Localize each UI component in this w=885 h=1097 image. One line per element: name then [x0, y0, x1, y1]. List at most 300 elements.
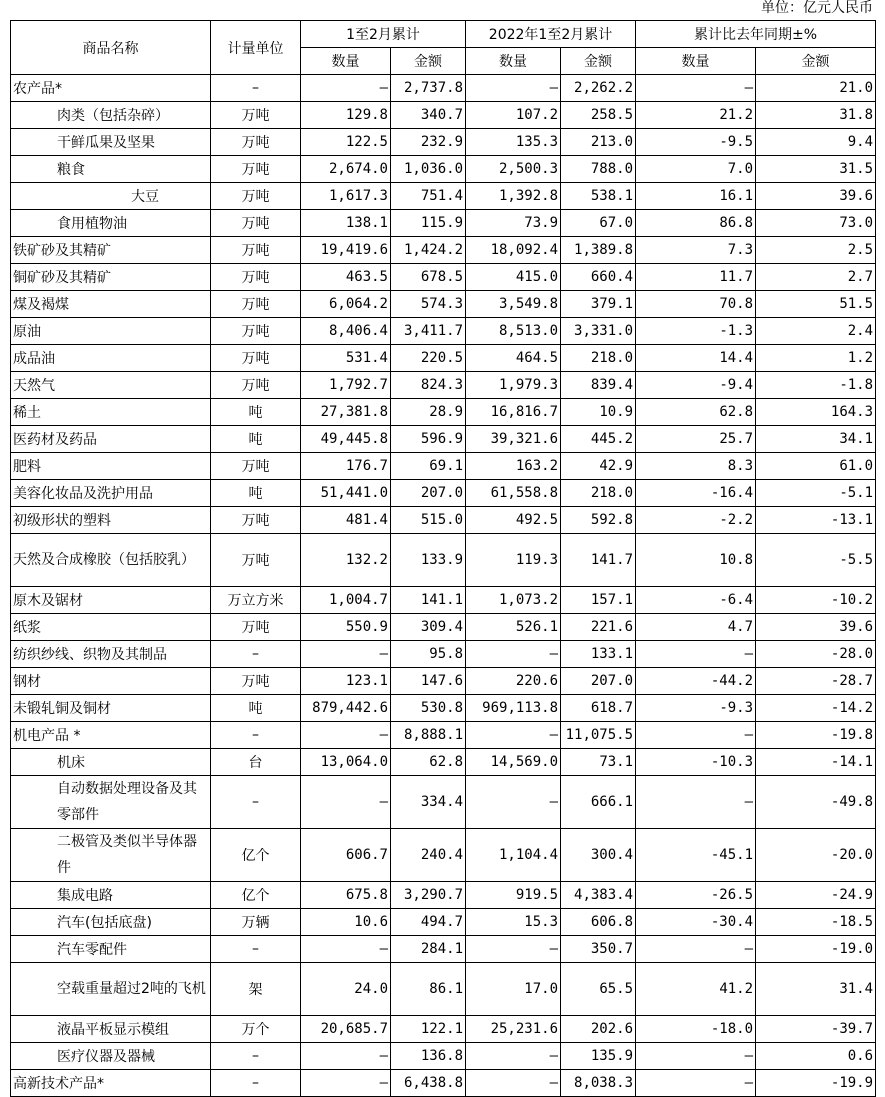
unit-cell: 万吨 [211, 264, 301, 291]
amount-current-cell: 596.9 [391, 426, 466, 453]
qty-current-cell: – [301, 936, 391, 963]
qty-current-cell: 49,445.8 [301, 426, 391, 453]
product-name-cell: 机电产品 * [11, 722, 211, 749]
unit-cell: – [211, 1070, 301, 1097]
table-row [11, 183, 876, 210]
amount-current-cell: 6,438.8 [391, 1070, 466, 1097]
product-name-cell: 原油 [11, 318, 211, 345]
amount-change-cell: 51.5 [756, 291, 876, 318]
unit-cell: 吨 [211, 695, 301, 722]
amount-current-cell: 515.0 [391, 507, 466, 534]
header-row-1 [11, 21, 876, 48]
qty-prior-cell: 107.2 [466, 102, 561, 129]
qty-prior-cell: 526.1 [466, 614, 561, 641]
qty-change-cell: 8.3 [636, 453, 756, 480]
amount-change-cell: 164.3 [756, 399, 876, 426]
qty-prior-cell: 39,321.6 [466, 426, 561, 453]
qty-current-cell: – [301, 1070, 391, 1097]
qty-change-cell: 16.1 [636, 183, 756, 210]
table-row [11, 75, 876, 102]
table-row [11, 1070, 876, 1097]
amount-prior-cell: 666.1 [561, 776, 636, 829]
table-row [11, 695, 876, 722]
unit-cell: 万吨 [211, 210, 301, 237]
qty-current-cell: 550.9 [301, 614, 391, 641]
amount-current-cell: 240.4 [391, 829, 466, 882]
amount-current-cell: 62.8 [391, 749, 466, 776]
unit-cell: 万吨 [211, 237, 301, 264]
product-name-cell: 肉类（包括杂碎） [11, 102, 211, 129]
qty-change-cell: -16.4 [636, 480, 756, 507]
qty-prior-cell: – [466, 722, 561, 749]
amount-prior-cell: 8,038.3 [561, 1070, 636, 1097]
amount-current-cell: 147.6 [391, 668, 466, 695]
amount-change-cell: 2.7 [756, 264, 876, 291]
product-name-cell: 二极管及类似半导体器件 [11, 829, 211, 882]
amount-change-cell: 2.4 [756, 318, 876, 345]
qty-change-cell: 11.7 [636, 264, 756, 291]
qty-change-cell: 21.2 [636, 102, 756, 129]
qty-prior-cell: 1,073.2 [466, 587, 561, 614]
amount-change-cell: -20.0 [756, 829, 876, 882]
product-name-cell: 稀土 [11, 399, 211, 426]
header-prior-period: 2022年1至2月累计 [466, 21, 636, 48]
qty-current-cell: 6,064.2 [301, 291, 391, 318]
table-row [11, 749, 876, 776]
product-name-cell: 集成电路 [11, 882, 211, 909]
amount-current-cell: 824.3 [391, 372, 466, 399]
amount-prior-cell: 213.0 [561, 129, 636, 156]
table-row [11, 963, 876, 1016]
qty-change-cell: -30.4 [636, 909, 756, 936]
amount-current-cell: 2,737.8 [391, 75, 466, 102]
qty-change-cell: -9.3 [636, 695, 756, 722]
table-row [11, 1043, 876, 1070]
unit-cell: – [211, 1043, 301, 1070]
unit-cell: 万吨 [211, 345, 301, 372]
amount-current-cell: 334.4 [391, 776, 466, 829]
product-name-cell: 医药材及药品 [11, 426, 211, 453]
amount-current-cell: 69.1 [391, 453, 466, 480]
table-row [11, 210, 876, 237]
table-row [11, 507, 876, 534]
qty-current-cell: 1,792.7 [301, 372, 391, 399]
amount-current-cell: 3,290.7 [391, 882, 466, 909]
amount-current-cell: 28.9 [391, 399, 466, 426]
qty-prior-cell: – [466, 776, 561, 829]
table-row [11, 291, 876, 318]
qty-current-cell: – [301, 641, 391, 668]
qty-current-cell: 129.8 [301, 102, 391, 129]
qty-current-cell: 1,004.7 [301, 587, 391, 614]
product-name-cell: 自动数据处理设备及其零部件 [11, 776, 211, 829]
amount-current-cell: 207.0 [391, 480, 466, 507]
amount-prior-cell: 379.1 [561, 291, 636, 318]
header-qty: 数量 [636, 48, 756, 75]
amount-change-cell: -14.2 [756, 695, 876, 722]
product-name-cell: 机床 [11, 749, 211, 776]
amount-prior-cell: 445.2 [561, 426, 636, 453]
qty-prior-cell: 1,979.3 [466, 372, 561, 399]
amount-change-cell: -39.7 [756, 1016, 876, 1043]
table-row [11, 722, 876, 749]
qty-change-cell: -18.0 [636, 1016, 756, 1043]
product-name-cell: 原木及锯材 [11, 587, 211, 614]
unit-note: 单位：亿元人民币 [761, 0, 873, 16]
unit-cell: – [211, 641, 301, 668]
amount-prior-cell: 4,383.4 [561, 882, 636, 909]
unit-cell: – [211, 776, 301, 829]
amount-prior-cell: 221.6 [561, 614, 636, 641]
amount-prior-cell: 3,331.0 [561, 318, 636, 345]
unit-cell: 万吨 [211, 318, 301, 345]
qty-current-cell: 176.7 [301, 453, 391, 480]
qty-prior-cell: – [466, 936, 561, 963]
unit-cell: 吨 [211, 399, 301, 426]
table-row [11, 345, 876, 372]
table-row [11, 1016, 876, 1043]
qty-current-cell: 606.7 [301, 829, 391, 882]
qty-prior-cell: 18,092.4 [466, 237, 561, 264]
amount-prior-cell: 73.1 [561, 749, 636, 776]
amount-change-cell: -28.0 [756, 641, 876, 668]
amount-change-cell: 34.1 [756, 426, 876, 453]
amount-prior-cell: 133.1 [561, 641, 636, 668]
amount-change-cell: -10.2 [756, 587, 876, 614]
unit-cell: 亿个 [211, 882, 301, 909]
product-name-cell: 铜矿砂及其精矿 [11, 264, 211, 291]
amount-change-cell: -14.1 [756, 749, 876, 776]
amount-prior-cell: 592.8 [561, 507, 636, 534]
qty-prior-cell: – [466, 75, 561, 102]
qty-current-cell: 2,674.0 [301, 156, 391, 183]
table-row [11, 882, 876, 909]
unit-cell: – [211, 722, 301, 749]
amount-prior-cell: 65.5 [561, 963, 636, 1016]
unit-cell: 万吨 [211, 102, 301, 129]
product-name-cell: 食用植物油 [11, 210, 211, 237]
qty-change-cell: 10.8 [636, 534, 756, 587]
qty-change-cell: 41.2 [636, 963, 756, 1016]
unit-cell: 吨 [211, 426, 301, 453]
amount-prior-cell: 11,075.5 [561, 722, 636, 749]
product-name-cell: 钢材 [11, 668, 211, 695]
product-name-cell: 大豆 [11, 183, 211, 210]
header-unit: 计量单位 [211, 21, 301, 75]
amount-current-cell: 3,411.7 [391, 318, 466, 345]
amount-prior-cell: 538.1 [561, 183, 636, 210]
amount-prior-cell: 1,389.8 [561, 237, 636, 264]
header-amount: 金额 [756, 48, 876, 75]
qty-prior-cell: 415.0 [466, 264, 561, 291]
table-row [11, 534, 876, 587]
qty-change-cell: -6.4 [636, 587, 756, 614]
header-current-period: 1至2月累计 [301, 21, 466, 48]
qty-change-cell: – [636, 641, 756, 668]
amount-prior-cell: 10.9 [561, 399, 636, 426]
qty-prior-cell: 61,558.8 [466, 480, 561, 507]
qty-prior-cell: 969,113.8 [466, 695, 561, 722]
qty-change-cell: – [636, 1043, 756, 1070]
qty-prior-cell: 220.6 [466, 668, 561, 695]
table-row [11, 587, 876, 614]
amount-change-cell: -19.0 [756, 936, 876, 963]
amount-change-cell: -49.8 [756, 776, 876, 829]
qty-change-cell: 70.8 [636, 291, 756, 318]
amount-prior-cell: 618.7 [561, 695, 636, 722]
qty-prior-cell: 1,104.4 [466, 829, 561, 882]
unit-cell: – [211, 75, 301, 102]
product-name-cell: 汽车零配件 [11, 936, 211, 963]
amount-change-cell: -28.7 [756, 668, 876, 695]
amount-prior-cell: 258.5 [561, 102, 636, 129]
product-name-cell: 天然及合成橡胶（包括胶乳） [11, 534, 211, 587]
unit-cell: 万吨 [211, 668, 301, 695]
qty-change-cell: – [636, 1070, 756, 1097]
qty-current-cell: 8,406.4 [301, 318, 391, 345]
unit-cell: 架 [211, 963, 301, 1016]
amount-change-cell: -19.8 [756, 722, 876, 749]
amount-change-cell: 73.0 [756, 210, 876, 237]
table-row [11, 641, 876, 668]
amount-prior-cell: 218.0 [561, 345, 636, 372]
header-amount: 金额 [391, 48, 466, 75]
table-row [11, 318, 876, 345]
amount-current-cell: 122.1 [391, 1016, 466, 1043]
header-yoy-change: 累计比去年同期±% [636, 21, 876, 48]
qty-prior-cell: 135.3 [466, 129, 561, 156]
qty-prior-cell: 14,569.0 [466, 749, 561, 776]
amount-current-cell: 133.9 [391, 534, 466, 587]
qty-prior-cell: 15.3 [466, 909, 561, 936]
table-row [11, 426, 876, 453]
amount-change-cell: -5.1 [756, 480, 876, 507]
amount-current-cell: 141.1 [391, 587, 466, 614]
product-name-cell: 高新技术产品* [11, 1070, 211, 1097]
unit-cell: 万个 [211, 1016, 301, 1043]
qty-current-cell: 1,617.3 [301, 183, 391, 210]
qty-prior-cell: 919.5 [466, 882, 561, 909]
unit-cell: – [211, 936, 301, 963]
amount-prior-cell: 157.1 [561, 587, 636, 614]
product-name-cell: 肥料 [11, 453, 211, 480]
amount-change-cell: 61.0 [756, 453, 876, 480]
amount-current-cell: 494.7 [391, 909, 466, 936]
table-row [11, 453, 876, 480]
qty-change-cell: 86.8 [636, 210, 756, 237]
qty-change-cell: 7.3 [636, 237, 756, 264]
qty-current-cell: 19,419.6 [301, 237, 391, 264]
qty-change-cell: -9.5 [636, 129, 756, 156]
qty-prior-cell: – [466, 641, 561, 668]
unit-cell: 万吨 [211, 156, 301, 183]
qty-current-cell: 20,685.7 [301, 1016, 391, 1043]
qty-change-cell: 4.7 [636, 614, 756, 641]
amount-current-cell: 751.4 [391, 183, 466, 210]
product-name-cell: 粮食 [11, 156, 211, 183]
qty-prior-cell: 17.0 [466, 963, 561, 1016]
amount-current-cell: 115.9 [391, 210, 466, 237]
amount-change-cell: 39.6 [756, 614, 876, 641]
table-row [11, 372, 876, 399]
product-name-cell: 美容化妆品及洗护用品 [11, 480, 211, 507]
qty-change-cell: – [636, 722, 756, 749]
amount-change-cell: -1.8 [756, 372, 876, 399]
qty-current-cell: 531.4 [301, 345, 391, 372]
qty-prior-cell: – [466, 1070, 561, 1097]
unit-cell: 万吨 [211, 534, 301, 587]
qty-prior-cell: 73.9 [466, 210, 561, 237]
product-name-cell: 农产品* [11, 75, 211, 102]
amount-prior-cell: 788.0 [561, 156, 636, 183]
qty-current-cell: 123.1 [301, 668, 391, 695]
amount-change-cell: 31.5 [756, 156, 876, 183]
qty-current-cell: 122.5 [301, 129, 391, 156]
table-row [11, 668, 876, 695]
qty-current-cell: 481.4 [301, 507, 391, 534]
amount-current-cell: 309.4 [391, 614, 466, 641]
amount-current-cell: 8,888.1 [391, 722, 466, 749]
product-name-cell: 汽车(包括底盘) [11, 909, 211, 936]
qty-current-cell: 27,381.8 [301, 399, 391, 426]
qty-current-cell: 675.8 [301, 882, 391, 909]
qty-change-cell: – [636, 75, 756, 102]
table-row [11, 129, 876, 156]
amount-change-cell: 2.5 [756, 237, 876, 264]
unit-cell: 吨 [211, 480, 301, 507]
product-name-cell: 纺织纱线、织物及其制品 [11, 641, 211, 668]
amount-change-cell: 39.6 [756, 183, 876, 210]
qty-current-cell: 879,442.6 [301, 695, 391, 722]
qty-change-cell: -45.1 [636, 829, 756, 882]
qty-prior-cell: 492.5 [466, 507, 561, 534]
qty-current-cell: – [301, 776, 391, 829]
table-row [11, 936, 876, 963]
unit-cell: 万辆 [211, 909, 301, 936]
amount-prior-cell: 202.6 [561, 1016, 636, 1043]
qty-change-cell: -9.4 [636, 372, 756, 399]
product-name-cell: 未锻轧铜及铜材 [11, 695, 211, 722]
amount-change-cell: 21.0 [756, 75, 876, 102]
amount-current-cell: 284.1 [391, 936, 466, 963]
qty-change-cell: -2.2 [636, 507, 756, 534]
header-amount: 金额 [561, 48, 636, 75]
table-row [11, 909, 876, 936]
qty-current-cell: 463.5 [301, 264, 391, 291]
qty-prior-cell: 464.5 [466, 345, 561, 372]
amount-change-cell: 31.4 [756, 963, 876, 1016]
unit-cell: 万立方米 [211, 587, 301, 614]
unit-cell: 万吨 [211, 614, 301, 641]
qty-change-cell: 7.0 [636, 156, 756, 183]
table-row [11, 480, 876, 507]
qty-current-cell: 132.2 [301, 534, 391, 587]
product-name-cell: 成品油 [11, 345, 211, 372]
unit-cell: 万吨 [211, 372, 301, 399]
amount-current-cell: 1,424.2 [391, 237, 466, 264]
amount-current-cell: 86.1 [391, 963, 466, 1016]
qty-current-cell: – [301, 1043, 391, 1070]
qty-prior-cell: 8,513.0 [466, 318, 561, 345]
amount-prior-cell: 218.0 [561, 480, 636, 507]
amount-current-cell: 340.7 [391, 102, 466, 129]
qty-current-cell: 24.0 [301, 963, 391, 1016]
amount-change-cell: 9.4 [756, 129, 876, 156]
qty-prior-cell: 163.2 [466, 453, 561, 480]
amount-current-cell: 678.5 [391, 264, 466, 291]
amount-change-cell: 0.6 [756, 1043, 876, 1070]
amount-prior-cell: 42.9 [561, 453, 636, 480]
amount-prior-cell: 660.4 [561, 264, 636, 291]
amount-prior-cell: 839.4 [561, 372, 636, 399]
qty-prior-cell: 1,392.8 [466, 183, 561, 210]
product-name-cell: 干鲜瓜果及坚果 [11, 129, 211, 156]
qty-current-cell: – [301, 722, 391, 749]
qty-prior-cell: 3,549.8 [466, 291, 561, 318]
amount-current-cell: 220.5 [391, 345, 466, 372]
header-name: 商品名称 [11, 21, 211, 75]
amount-prior-cell: 2,262.2 [561, 75, 636, 102]
unit-cell: 万吨 [211, 453, 301, 480]
table-row [11, 264, 876, 291]
table-row [11, 776, 876, 829]
amount-current-cell: 530.8 [391, 695, 466, 722]
qty-prior-cell: 119.3 [466, 534, 561, 587]
qty-change-cell: -1.3 [636, 318, 756, 345]
qty-change-cell: -26.5 [636, 882, 756, 909]
amount-change-cell: 1.2 [756, 345, 876, 372]
table-row [11, 829, 876, 882]
unit-cell: 台 [211, 749, 301, 776]
amount-current-cell: 1,036.0 [391, 156, 466, 183]
amount-prior-cell: 350.7 [561, 936, 636, 963]
amount-prior-cell: 67.0 [561, 210, 636, 237]
unit-cell: 万吨 [211, 129, 301, 156]
table-row [11, 102, 876, 129]
amount-prior-cell: 135.9 [561, 1043, 636, 1070]
qty-change-cell: – [636, 936, 756, 963]
table-body [11, 75, 876, 1097]
qty-change-cell: 14.4 [636, 345, 756, 372]
product-name-cell: 煤及褐煤 [11, 291, 211, 318]
amount-prior-cell: 207.0 [561, 668, 636, 695]
qty-current-cell: 51,441.0 [301, 480, 391, 507]
import-table [10, 20, 876, 1097]
amount-prior-cell: 141.7 [561, 534, 636, 587]
unit-cell: 万吨 [211, 291, 301, 318]
header-qty: 数量 [466, 48, 561, 75]
qty-prior-cell: – [466, 1043, 561, 1070]
product-name-cell: 纸浆 [11, 614, 211, 641]
table-row [11, 399, 876, 426]
product-name-cell: 液晶平板显示模组 [11, 1016, 211, 1043]
qty-change-cell: -10.3 [636, 749, 756, 776]
amount-change-cell: -5.5 [756, 534, 876, 587]
amount-current-cell: 136.8 [391, 1043, 466, 1070]
amount-change-cell: -18.5 [756, 909, 876, 936]
amount-change-cell: -24.9 [756, 882, 876, 909]
qty-change-cell: 62.8 [636, 399, 756, 426]
qty-change-cell: – [636, 776, 756, 829]
amount-current-cell: 574.3 [391, 291, 466, 318]
header-qty: 数量 [301, 48, 391, 75]
amount-current-cell: 232.9 [391, 129, 466, 156]
qty-prior-cell: 2,500.3 [466, 156, 561, 183]
amount-change-cell: 31.8 [756, 102, 876, 129]
amount-change-cell: -13.1 [756, 507, 876, 534]
qty-current-cell: – [301, 75, 391, 102]
qty-prior-cell: 25,231.6 [466, 1016, 561, 1043]
